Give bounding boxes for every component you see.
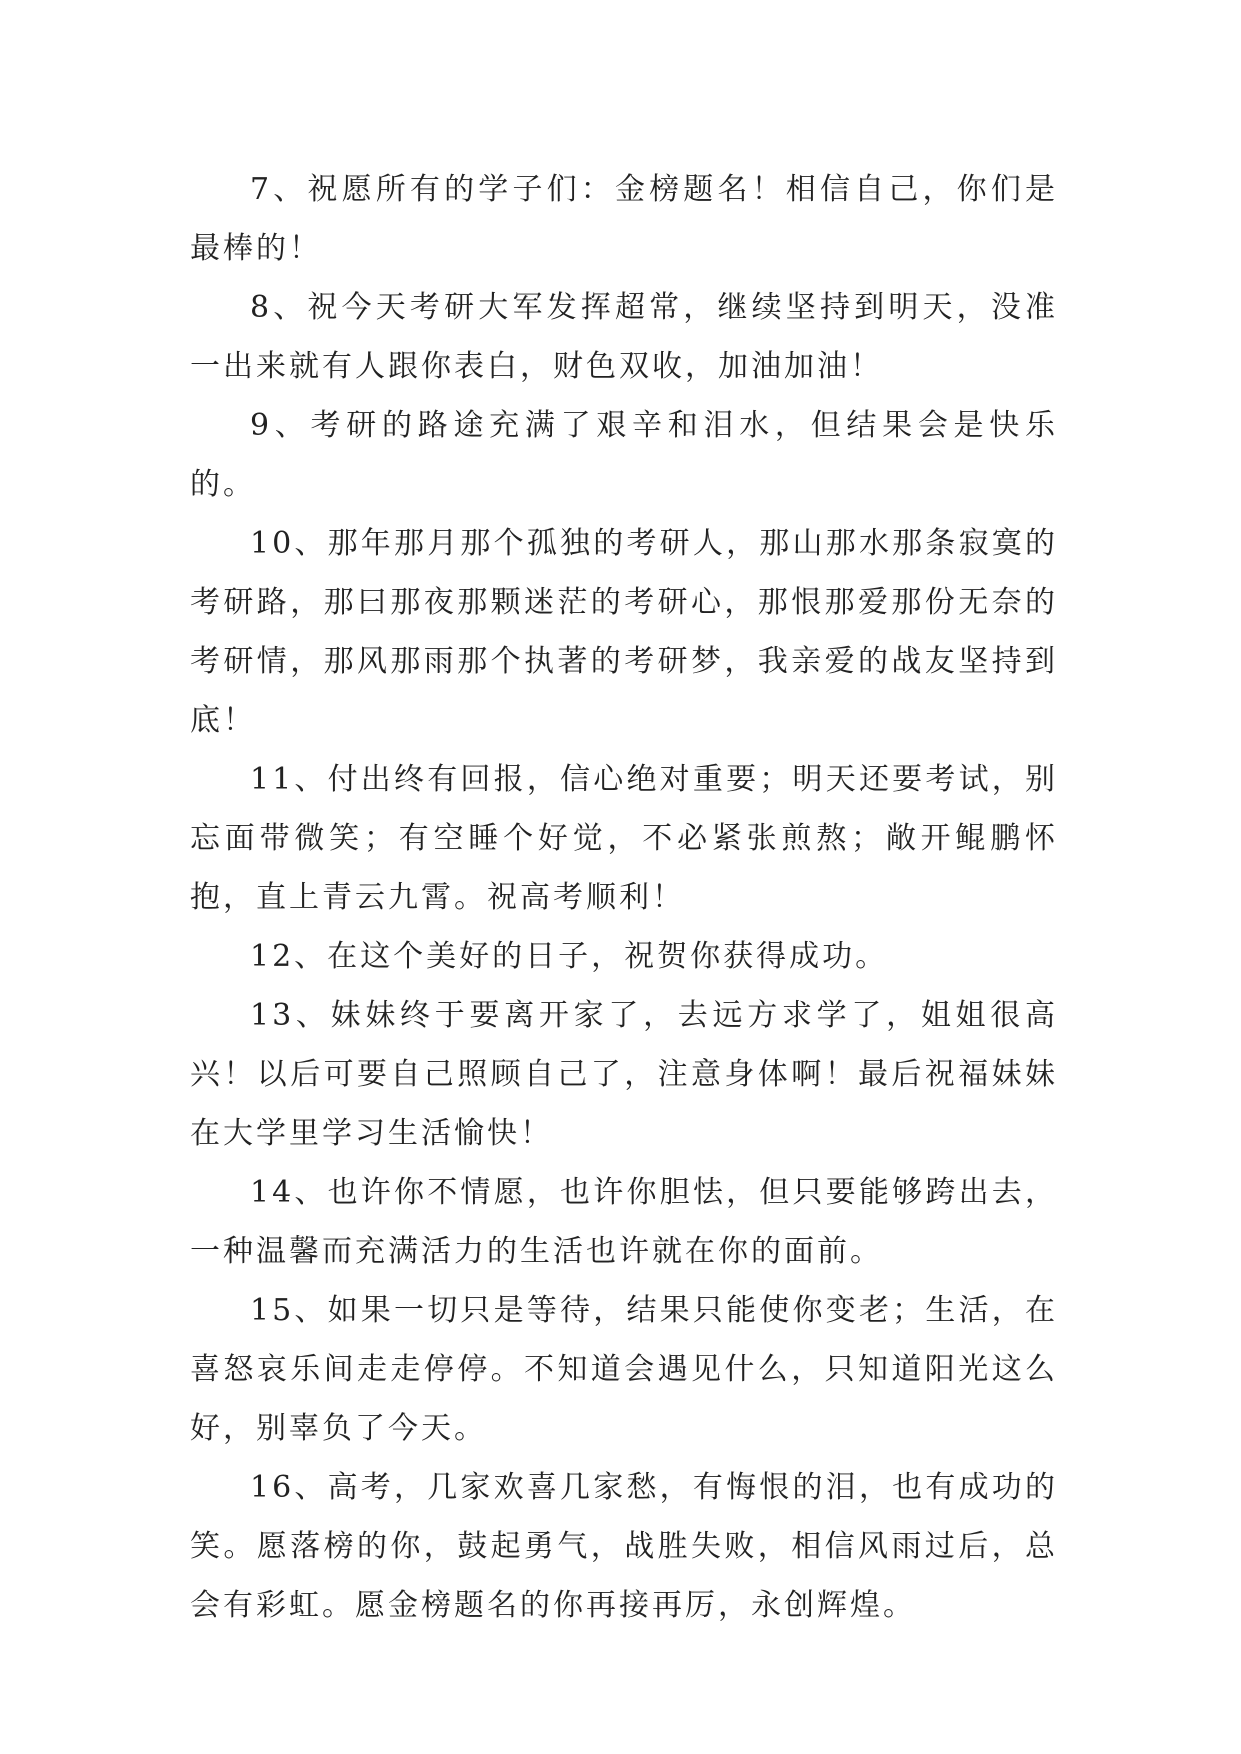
paragraph-13: 13、妹妹终于要离开家了，去远方求学了，姐姐很高兴！以后可要自己照顾自己了，注意身体啊！最后祝福妹妹在大学里学习生活愉快！ bbox=[190, 998, 1058, 1151]
paragraph-14: 14、也许你不情愿，也许你胆怯，但只要能够跨出去，一种温馨而充满活力的生活也许就在你的面前。 bbox=[190, 1175, 1058, 1269]
document-body bbox=[190, 160, 1058, 1635]
paragraph-16: 16、高考，几家欢喜几家愁，有悔恨的泪，也有成功的笑。愿落榜的你，鼓起勇气，战胜失败，相信风雨过后，总会有彩虹。愿金榜题名的你再接再厉，永创辉煌。 bbox=[190, 1470, 1058, 1623]
paragraph-8: 8、祝今天考研大军发挥超常，继续坚持到明天，没准一出来就有人跟你表白，财色双收，加油加油！ bbox=[190, 290, 1058, 384]
paragraph-9: 9、考研的路途充满了艰辛和泪水，但结果会是快乐的。 bbox=[190, 408, 1058, 502]
paragraph-10: 10、那年那月那个孤独的考研人，那山那水那条寂寞的考研路，那曰那夜那颗迷茫的考研心，那恨那爱那份无奈的考研情，那风那雨那个执著的考研梦，我亲爱的战友坚持到底！ bbox=[190, 526, 1058, 738]
paragraph-15: 15、如果一切只是等待，结果只能使你变老；生活，在喜怒哀乐间走走停停。不知道会遇见什么，只知道阳光这么好，别辜负了今天。 bbox=[190, 1293, 1058, 1446]
paragraph-7: 7、祝愿所有的学子们：金榜题名！相信自己，你们是最棒的！ bbox=[190, 172, 1058, 266]
paragraph-11: 11、付出终有回报，信心绝对重要；明天还要考试，别忘面带微笑；有空睡个好觉，不必紧张煎熬；敞开鲲鹏怀抱，直上青云九霄。祝高考顺利！ bbox=[190, 762, 1058, 915]
paragraph-12: 12、在这个美好的日子，祝贺你获得成功。 bbox=[250, 939, 889, 974]
